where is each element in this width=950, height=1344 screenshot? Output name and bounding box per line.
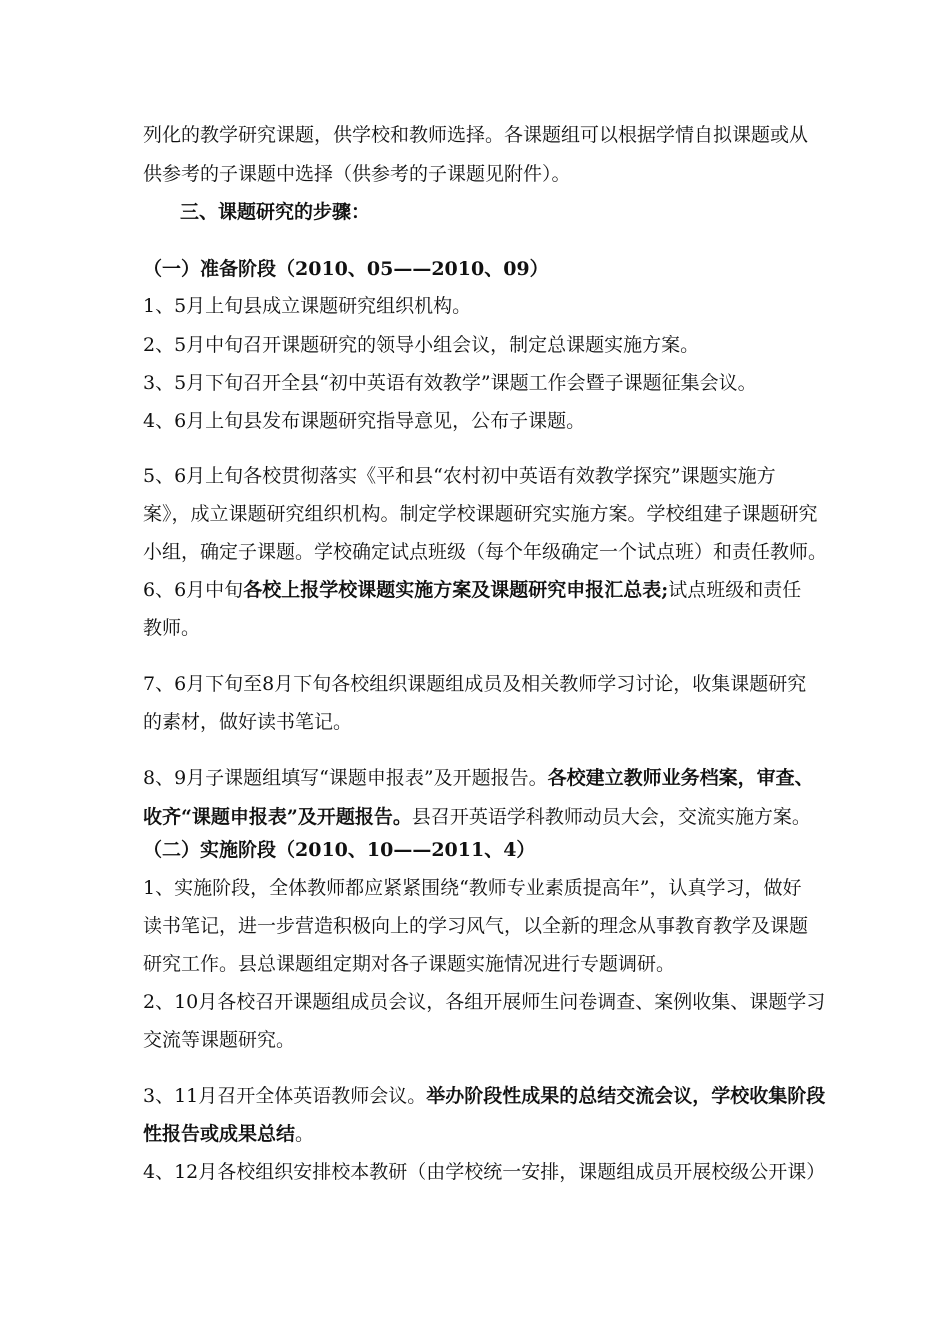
list-item-continued: 收齐“课题申报表”及开题报告。县召开英语学科教师动员大会，交流实施方案。: [143, 806, 811, 828]
stage-heading: （一）准备阶段（2010、05——2010、09）: [143, 258, 549, 280]
list-item-continued: 研究工作。县总课题组定期对各子课题实施情况进行专题调研。: [143, 953, 676, 975]
list-item-continued: 案》，成立课题研究组织机构。制定学校课题研究实施方案。学校组建子课题研究: [143, 503, 818, 525]
list-item: 1、实施阶段，全体教师都应紧紧围绕“教师专业素质提高年”，认真学习，做好: [143, 877, 802, 899]
list-item-continued: 交流等课题研究。: [143, 1029, 296, 1051]
list-item: 4、12月各校组织安排校本教研（由学校统一安排，课题组成员开展校级公开课）: [143, 1161, 826, 1183]
list-item: 8、9月子课题组填写“课题申报表”及开题报告。各校建立教师业务档案，审查、: [143, 767, 814, 789]
bold-text: 各校上报学校课题实施方案及课题研究申报汇总表;: [243, 579, 669, 601]
paragraph-line: 供参考的子课题中选择（供参考的子课题见附件）。: [143, 163, 571, 185]
list-item-continued: 的素材，做好读书笔记。: [143, 711, 353, 733]
list-item: 5、6月上旬各校贯彻落实《平和县“农村初中英语有效教学探究”课题实施方: [143, 465, 776, 487]
bold-text: 收齐“课题申报表”及开题报告。: [143, 806, 412, 828]
list-item-continued: 教师。: [143, 617, 201, 639]
list-item: 6、6月中旬各校上报学校课题实施方案及课题研究申报汇总表;试点班级和责任: [143, 579, 802, 601]
bold-text: 举办阶段性成果的总结交流会议，学校收集阶段: [426, 1085, 826, 1107]
list-item: 3、5月下旬召开全县“初中英语有效教学”课题工作会暨子课题征集会议。: [143, 372, 757, 394]
bold-text: 各校建立教师业务档案，审查、: [547, 767, 814, 789]
list-item-continued: 性报告或成果总结。: [143, 1123, 315, 1145]
list-item-continued: 读书笔记，进一步营造积极向上的学习风气，以全新的理念从事教育教学及课题: [143, 915, 809, 937]
stage-heading: （二）实施阶段（2010、10——2011、4）: [143, 839, 536, 861]
list-item: 2、5月中旬召开课题研究的领导小组会议，制定总课题实施方案。: [143, 334, 700, 356]
list-item: 4、6月上旬县发布课题研究指导意见，公布子课题。: [143, 410, 586, 432]
paragraph-line: 列化的教学研究课题，供学校和教师选择。各课题组可以根据学情自拟课题或从: [143, 124, 809, 146]
list-item: 7、6月下旬至8月下旬各校组织课题组成员及相关教师学习讨论，收集课题研究: [143, 673, 807, 695]
list-item: 1、5月上旬县成立课题研究组织机构。: [143, 295, 472, 317]
list-item: 3、11月召开全体英语教师会议。举办阶段性成果的总结交流会议，学校收集阶段: [143, 1085, 826, 1107]
list-item: 2、10月各校召开课题组成员会议，各组开展师生问卷调查、案例收集、课题学习: [143, 991, 826, 1013]
section-heading: 三、课题研究的步骤：: [180, 201, 371, 223]
bold-text: 性报告或成果总结: [143, 1123, 296, 1145]
list-item-continued: 小组，确定子课题。学校确定试点班级（每个年级确定一个试点班）和责任教师。: [143, 541, 828, 563]
